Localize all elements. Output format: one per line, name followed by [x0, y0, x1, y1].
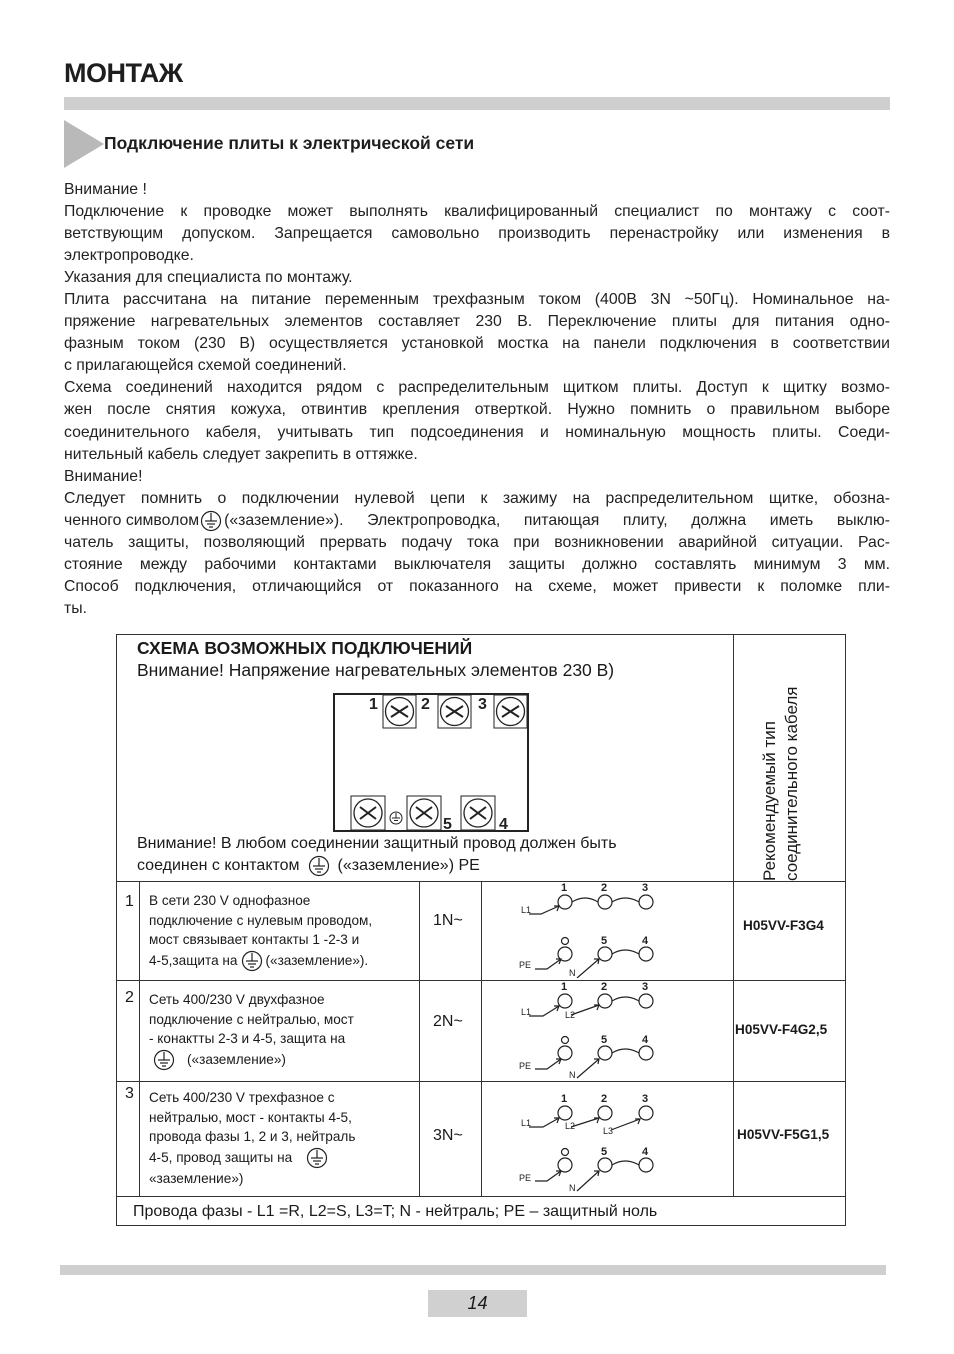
body-line: Внимание!	[64, 467, 143, 485]
row-description-line: «заземление»)	[149, 1170, 244, 1186]
row-number: 3	[125, 1085, 134, 1102]
terminal-label: 4	[499, 816, 508, 833]
body-line: ветствующим допуском. Запрещается самовольно производить перенастройку или изменения в	[64, 225, 890, 243]
body-line: Следует помнить о подключении нулевой цепи к зажиму на распределительном щитке, обозна-	[64, 489, 890, 507]
row-description-part: 4-5, провод защиты на	[149, 1149, 293, 1165]
body-line: Плита рассчитана на питание переменным трехфазным током (400В 3N ~50Гц). Номинальное на-	[64, 291, 890, 309]
diagram-label: 2	[601, 1093, 608, 1105]
diagram-label: L1	[521, 905, 532, 915]
terminal-top-3	[494, 695, 527, 728]
table-note	[137, 833, 617, 877]
wiring-diagram	[513, 1085, 673, 1193]
row-mode: 1N~	[433, 912, 463, 929]
table-note-line: Внимание! В любом соединении защитный провод должен быть	[137, 835, 617, 852]
table-divider	[139, 881, 140, 1197]
page-number: 14	[428, 1290, 527, 1317]
body-line-ground	[64, 510, 890, 532]
diagram-label: L2	[565, 1010, 576, 1020]
table-divider	[481, 881, 482, 1197]
diagram-label: 5	[601, 935, 608, 947]
row-description-part: («заземление»)	[187, 1051, 286, 1067]
body-line: жен после снятия кожуха, отвинтив крепления отверткой. Нужно помнить о правильном выборе	[64, 401, 890, 419]
row-description-line: подключение с нейтралью, мост	[149, 1011, 354, 1027]
row-description-part: 4-5,защита на	[149, 952, 238, 968]
body-line: Внимание !	[64, 181, 147, 198]
body-line: нительный кабель следует закрепить в оттяжке.	[64, 445, 418, 463]
body-line: с прилагающейся схемой соединений.	[64, 357, 347, 375]
terminal-bottom-4	[461, 796, 495, 830]
page-title: МОНТАЖ	[64, 58, 183, 88]
row-description	[149, 990, 354, 1071]
row-description	[149, 1088, 355, 1188]
body-line-part: ченного символом	[64, 511, 200, 529]
wiring-diagram	[513, 882, 673, 978]
body-text	[64, 179, 890, 620]
body-line: соединительного кабеля, учитывать тип подсоединения и номинальную мощность плиты. Соеди-	[64, 423, 890, 441]
diagram-label: PE	[519, 1173, 532, 1183]
diagram-label: L2	[565, 1121, 576, 1131]
table-note-part: («заземление») PE	[337, 857, 480, 874]
diagram-label: 3	[642, 882, 649, 894]
wiring-diagram	[513, 981, 673, 1079]
section-arrow-icon	[64, 120, 104, 168]
diagram-label: 5	[601, 1146, 608, 1158]
diagram-label: L3	[603, 1126, 614, 1136]
body-line: чатель защиты, позволяющий прервать подачу тока при возникновении аварийной ситуации. Рас-	[64, 533, 890, 551]
ground-symbol-icon	[306, 1147, 328, 1169]
body-line: фазным током (230 В) осуществляется установкой мостка на панели подключения в соответствии	[64, 335, 890, 353]
row-cable-type: H05VV-F5G1,5	[737, 1127, 830, 1142]
diagram-label: N	[569, 1070, 576, 1079]
header-divider	[64, 97, 890, 110]
diagram-label: 2	[601, 882, 608, 894]
table-subtitle: Внимание! Напряжение нагревательных элементов 230 В)	[137, 660, 615, 680]
ground-symbol-icon	[241, 950, 263, 972]
body-line: Подключение к проводке может выполнять квалифицированный специалист по монтажу с соот-	[64, 203, 890, 221]
diagram-label: 4	[642, 1034, 649, 1046]
cable-type-header: Рекомендуемый тип соединительного кабеля	[760, 686, 801, 881]
body-line: пряжение нагревательных элементов составляет 230 В. Переключение плиты для питания одно-	[64, 313, 890, 331]
row-description	[149, 891, 372, 972]
table-title: СХЕМА ВОЗМОЖНЫХ ПОДКЛЮЧЕНИЙ	[137, 638, 473, 658]
diagram-label: N	[569, 968, 576, 978]
diagram-label: 3	[642, 981, 649, 993]
diagram-label: 4	[642, 1146, 649, 1158]
row-mode: 2N~	[433, 1013, 463, 1030]
terminal-bottom-pe	[351, 796, 385, 830]
connection-scheme-table	[116, 634, 846, 1226]
terminal-label: 1	[369, 696, 378, 713]
row-description-line: подключение с нулевым проводом,	[149, 912, 373, 928]
row-description-line: провода фазы 1, 2 и 3, нейтраль	[149, 1129, 356, 1144]
diagram-label: 2	[601, 981, 608, 993]
diagram-label: 4	[642, 935, 649, 947]
row-mode: 3N~	[433, 1127, 463, 1144]
terminal-block-figure	[333, 693, 529, 833]
ground-symbol-icon	[308, 855, 330, 877]
body-line-part: («заземление»). Электропроводка, питающая плиту, должна иметь выклю-	[224, 511, 890, 529]
table-divider	[733, 635, 734, 1197]
section-heading: Подключение плиты к электрической сети	[104, 133, 475, 153]
ground-symbol-icon	[390, 812, 402, 824]
row-description-part: («заземление»).	[265, 952, 369, 968]
diagram-label: L1	[521, 1007, 532, 1017]
body-line: Схема соединений находится рядом с распределительным щитком плиты. Доступ к щитку возмо-	[64, 379, 890, 397]
table-note-part: соединен с контактом	[137, 857, 300, 874]
ground-symbol-icon	[200, 510, 222, 532]
body-line: Способ подключения, отличающийся от показанного на схеме, может привести к поломке пли-	[64, 577, 890, 595]
diagram-label: PE	[519, 1061, 532, 1071]
row-description-line: мост связывает контакты 1 -2-3 и	[149, 932, 360, 947]
diagram-label: 1	[561, 1093, 568, 1105]
body-line: электропроводке.	[64, 247, 194, 265]
row-description-line: Сеть 400/230 V трехфазное с	[149, 1090, 335, 1105]
diagram-label: 1	[561, 981, 568, 993]
body-line: ты.	[64, 599, 87, 617]
diagram-label: 3	[642, 1093, 649, 1105]
terminal-top-2	[438, 695, 471, 728]
row-cable-type: H05VV-F4G2,5	[735, 1022, 828, 1037]
terminal-label: 2	[421, 696, 430, 713]
body-line: стояние между рабочими контактами выключателя защиты должно составлять минимум 3 мм.	[64, 555, 890, 573]
diagram-label: L1	[521, 1118, 532, 1128]
ground-symbol-icon	[153, 1049, 175, 1071]
terminal-top-1	[383, 695, 416, 728]
row-description-line: Сеть 400/230 V двухфазное	[149, 992, 325, 1007]
diagram-label: 5	[601, 1034, 608, 1046]
row-description-line: В сети 230 V однофазное	[149, 893, 311, 908]
table-footnote: Провода фазы - L1 =R, L2=S, L3=T; N - нейтраль; PE – защитный ноль	[133, 1203, 658, 1220]
table-divider	[419, 881, 420, 1197]
row-number: 2	[125, 989, 134, 1006]
row-number: 1	[125, 893, 134, 910]
diagram-label: 1	[561, 882, 568, 894]
terminal-label: 3	[478, 696, 487, 713]
diagram-label: PE	[519, 960, 532, 970]
terminal-bottom-5	[407, 796, 441, 830]
footer-divider	[60, 1265, 886, 1275]
body-line: Указания для специалиста по монтажу.	[64, 269, 353, 287]
row-description-line: нейтралью, мост - контакты 4-5,	[149, 1109, 352, 1125]
row-cable-type: H05VV-F3G4	[743, 918, 824, 933]
row-description-line: - конактты 2-3 и 4-5, защита на	[149, 1031, 346, 1046]
diagram-label: N	[569, 1183, 576, 1193]
terminal-label: 5	[443, 816, 452, 833]
